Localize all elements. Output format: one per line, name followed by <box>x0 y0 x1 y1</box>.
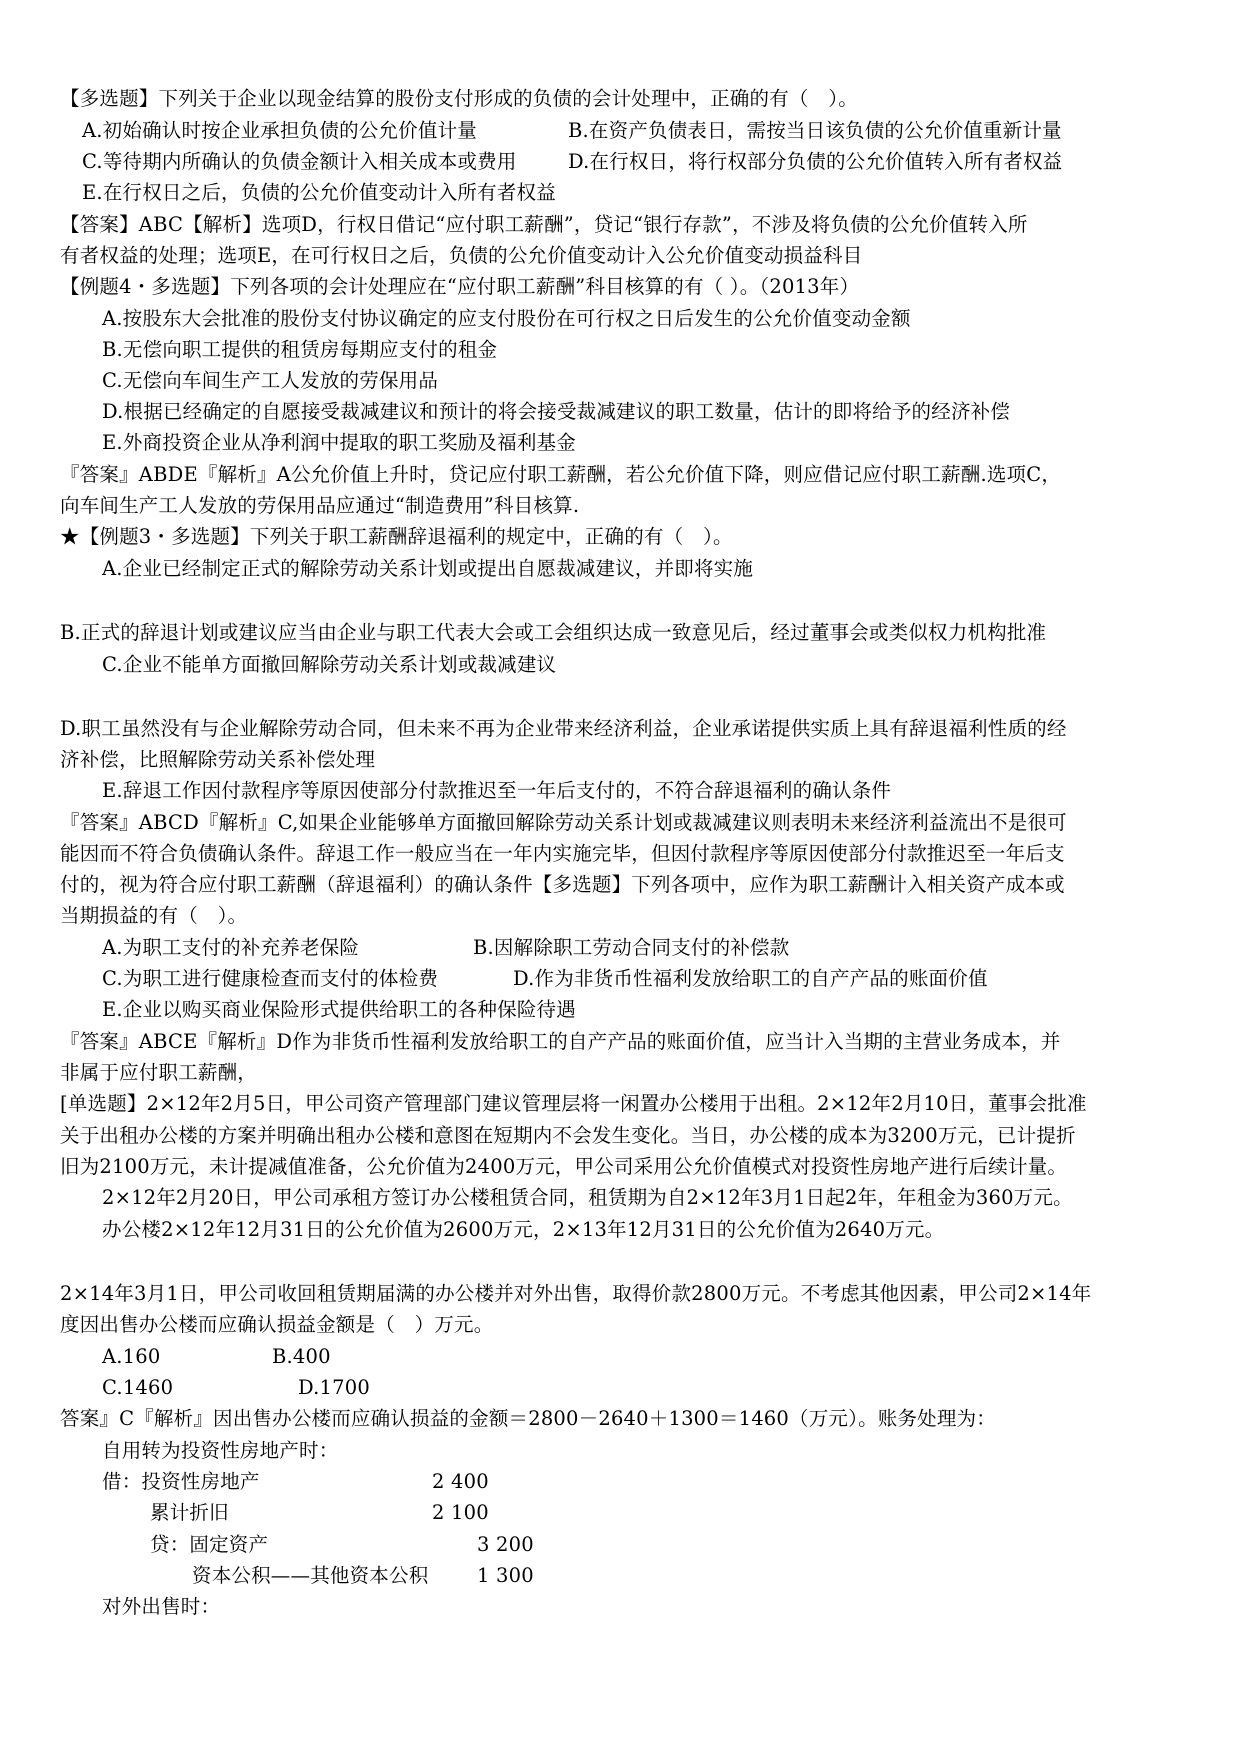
question-5-stem-line-2: 关于出租办公楼的方案并明确出租办公楼和意图在短期内不会发生变化。当日，办公楼的成本为3200万元，已计提折 <box>60 1124 1076 1147</box>
question-5-stem-line-5: 办公楼2×12年12月31日的公允价值为2600万元，2×13年12月31日的公允价值为2640万元。 <box>102 1218 945 1241</box>
question-3-answer-line-1: 『答案』ABCD『解析』C,如果企业能够单方面撤回解除劳动关系计划或裁减建议则表明未来经济利益流出不是很可 <box>60 811 1067 834</box>
question-2-option-c: C.无偿向车间生产工人发放的劳保用品 <box>102 369 439 392</box>
journal-debit-account-2: 累计折旧 <box>150 1501 229 1524</box>
journal-credit-account-1: 贷：固定资产 <box>150 1533 269 1556</box>
journal-debit-amount-2: 2 100 <box>432 1501 489 1524</box>
question-4-option-e: E.企业以购买商业保险形式提供给职工的各种保险待遇 <box>102 998 576 1021</box>
question-4-stem-end: 当期损益的有（ ）。 <box>60 904 248 927</box>
journal-heading-sale: 对外出售时： <box>102 1595 221 1618</box>
question-1-answer-line-2: 有者权益的处理；选项E，在可行权日之后，负债的公允价值变动计入公允价值变动损益科目 <box>60 244 863 267</box>
question-3-option-d-line-2: 济补偿，比照解除劳动关系补偿处理 <box>60 748 376 771</box>
question-4-option-c: C.为职工进行健康检查而支付的体检费 <box>102 967 439 990</box>
question-3-answer-line-2: 能因而不符合负债确认条件。辞退工作一般应当在一年内实施完毕，但因付款程序等原因使部分付款推迟至一年后支 <box>60 842 1065 865</box>
question-5-stem-line-4: 2×12年2月20日，甲公司承租方签订办公楼租赁合同，租赁期为自2×12年3月1日起2年，年租金为360万元。 <box>102 1186 1073 1209</box>
question-3-option-d-line-1: D.职工虽然没有与企业解除劳动合同，但未来不再为企业带来经济利益，企业承诺提供实质上具有辞退福利性质的经 <box>60 717 1067 740</box>
journal-credit-amount-1: 3 200 <box>477 1533 534 1556</box>
journal-credit-amount-2: 1 300 <box>477 1564 534 1587</box>
question-4-answer-line-1: 『答案』ABCE『解析』D作为非货币性福利发放给职工的自产产品的账面价值，应当计入当期的主营业务成本，并 <box>60 1030 1061 1053</box>
question-2-stem: 【例题4・多选题】下列各项的会计处理应在“应付职工薪酬”科目核算的有（ ）。（2013年） <box>60 275 860 298</box>
question-4-option-b: B.因解除职工劳动合同支付的补偿款 <box>473 936 790 959</box>
question-3-option-b: B.正式的辞退计划或建议应当由企业与职工代表大会或工会组织达成一致意见后，经过董事会或类似权力机构批准 <box>60 621 1047 644</box>
journal-debit-account-1: 借：投资性房地产 <box>102 1470 260 1493</box>
journal-heading-transfer: 自用转为投资性房地产时： <box>102 1439 339 1462</box>
question-5-option-b: B.400 <box>272 1345 331 1368</box>
question-5-answer: 答案』C『解析』因出售办公楼而应确认损益的金额＝2800－2640＋1300＝1460（万元）。账务处理为： <box>60 1407 996 1430</box>
question-2-option-e: E.外商投资企业从净利润中提取的职工奖励及福利基金 <box>102 431 576 454</box>
question-1-option-d: D.在行权日，将行权部分负债的公允价值转入所有者权益 <box>568 150 1063 173</box>
question-1-option-b: B.在资产负债表日，需按当日该负债的公允价值重新计量 <box>568 119 1062 142</box>
question-5-option-a: A.160 <box>102 1345 161 1368</box>
question-5-stem-line-6: 2×14年3月1日，甲公司收回租赁期届满的办公楼并对外出售，取得价款2800万元。不考虑其他因素，甲公司2×14年 <box>60 1282 1092 1305</box>
question-2-option-a: A.按股东大会批准的股份支付协议确定的应支付股份在可行权之日后发生的公允价值变动金额 <box>102 307 911 330</box>
question-5-option-d: D.1700 <box>298 1376 370 1399</box>
question-5-option-c: C.1460 <box>102 1376 174 1399</box>
question-1-option-e: E.在行权日之后，负债的公允价值变动计入所有者权益 <box>82 181 556 204</box>
question-3-option-e: E.辞退工作因付款程序等原因使部分付款推迟至一年后支付的，不符合辞退福利的确认条件 <box>102 779 892 802</box>
question-3-option-c: C.企业不能单方面撤回解除劳动关系计划或裁减建议 <box>102 653 557 676</box>
question-4-answer-line-2: 非属于应付职工薪酬， <box>60 1061 258 1084</box>
question-2-option-b: B.无偿向职工提供的租赁房每期应支付的租金 <box>102 338 498 361</box>
question-3-answer-line-3: 付的，视为符合应付职工薪酬（辞退福利）的确认条件【多选题】下列各项中，应作为职工薪酬计入相关资产成本或 <box>60 873 1065 896</box>
question-2-answer-line-2: 向车间生产工人发放的劳保用品应通过“制造费用”科目核算. <box>60 494 580 517</box>
question-3-option-a: A.企业已经制定正式的解除劳动关系计划或提出自愿裁减建议，并即将实施 <box>102 557 754 580</box>
question-5-stem-line-3: 旧为2100万元，未计提减值准备，公允价值为2400万元，甲公司采用公允价值模式对投资性房地产进行后续计量。 <box>60 1155 1068 1178</box>
question-5-stem-line-7: 度因出售办公楼而应确认损益金额是（ ）万元。 <box>60 1313 494 1336</box>
question-3-stem: ★【例题3・多选题】下列关于职工薪酬辞退福利的规定中，正确的有（ ）。 <box>60 525 733 548</box>
journal-credit-account-2: 资本公积——其他资本公积 <box>192 1564 429 1587</box>
question-4-option-a: A.为职工支付的补充养老保险 <box>102 936 360 959</box>
question-2-answer-line-1: 『答案』ABDE『解析』A公允价值上升时，贷记应付职工薪酬，若公允价值下降，则应借记应付职工薪酬.选项C， <box>60 463 1062 486</box>
question-1-stem: 【多选题】下列关于企业以现金结算的股份支付形成的负债的会计处理中，正确的有（ ）。 <box>60 87 858 110</box>
question-5-stem-line-1: [单选题】2×12年2月5日，甲公司资产管理部门建议管理层将一闲置办公楼用于出租。2×12年2月10日，董事会批准 <box>60 1092 1087 1115</box>
question-1-option-c: C.等待期内所确认的负债金额计入相关成本或费用 <box>82 150 517 173</box>
question-1-option-a: A.初始确认时按企业承担负债的公允价值计量 <box>82 119 477 142</box>
journal-debit-amount-1: 2 400 <box>432 1470 489 1493</box>
question-4-option-d: D.作为非货币性福利发放给职工的自产产品的账面价值 <box>513 967 988 990</box>
question-1-answer-line-1: 【答案】ABC【解析】选项D，行权日借记“应付职工薪酬”，贷记“银行存款”，不涉及将负债的公允价值转入所 <box>60 213 1028 236</box>
question-2-option-d: D.根据已经确定的自愿接受裁减建议和预计的将会接受裁减建议的职工数量，估计的即将给予的经济补偿 <box>102 400 1011 423</box>
